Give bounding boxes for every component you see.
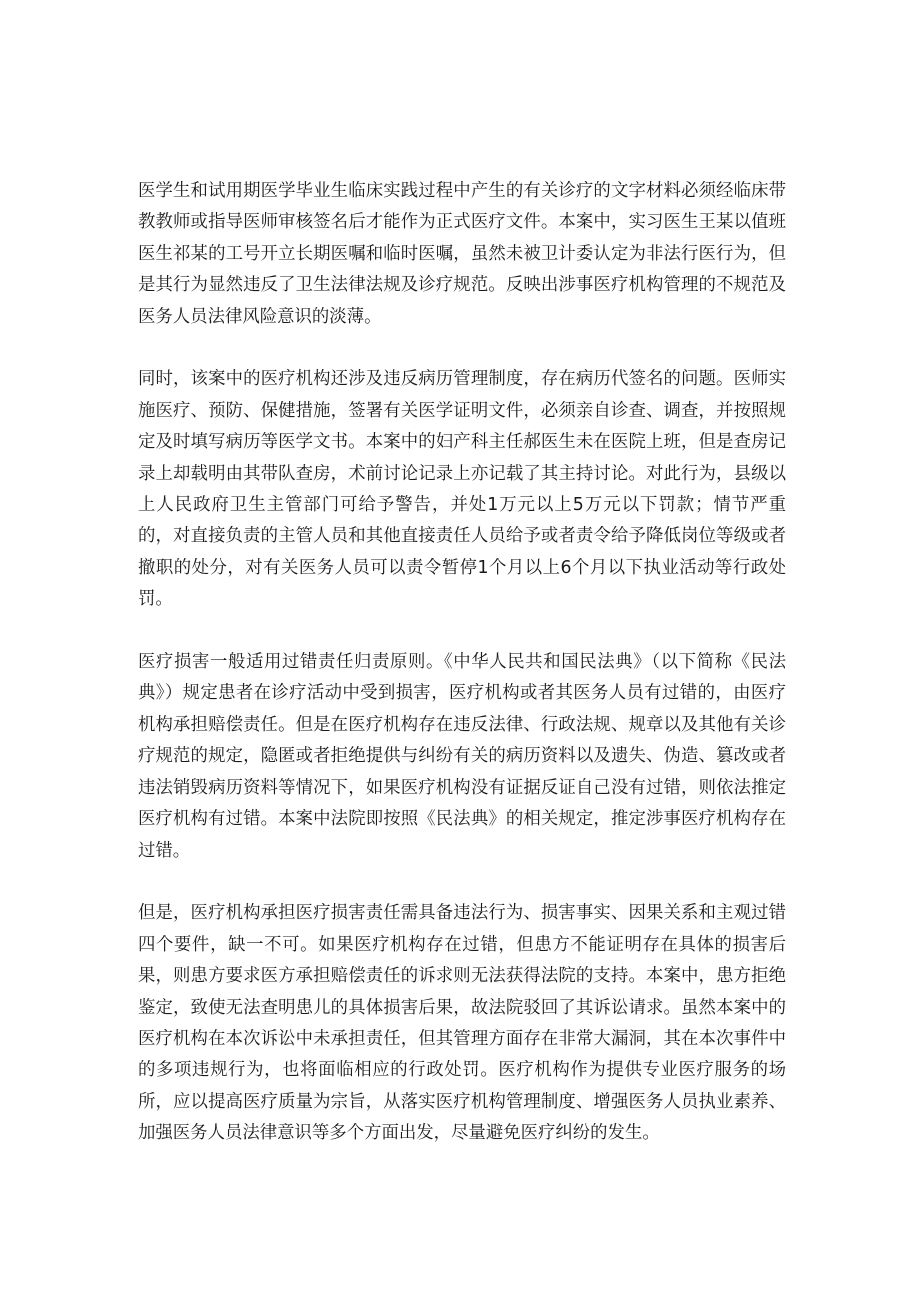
- paragraph-2: 同时，该案中的医疗机构还涉及违反病历管理制度，存在病历代签名的问题。医师实施医疗、预防、保健措施，签署有关医学证明文件，必须亲自诊查、调查，并按照规定及时填写病历等医学文书。本案中的妇产科主任郝医生未在医院上班，但是查房记录上却载明由其带队查房，术前讨论记录上亦记载了其主持讨论。对此行为，县级以上人民政府卫生主管部门可给予警告，并处1万元以上5万元以下罚款；情节严重的，对直接负责的主管人员和其他直接责任人员给予或者责令给予降低岗位等级或者撤职的处分，对有关医务人员可以责令暂停1个月以上6个月以下执业活动等行政处罚。: [138, 369, 786, 610]
- paragraph-3: 医疗损害一般适用过错责任归责原则。《中华人民共和国民法典》（以下简称《民法典》）规定患者在诊疗活动中受到损害，医疗机构或者其医务人员有过错的，由医疗机构承担赔偿责任。但是在医疗机构存在违反法律、行政法规、规章以及其他有关诊疗规范的规定，隐匿或者拒绝提供与纠纷有关的病历资料以及遗失、伪造、篡改或者违法销毁病历资料等情况下，如果医疗机构没有证据反证自己没有过错，则依法推定医疗机构有过错。本案中法院即按照《民法典》的相关规定，推定涉事医疗机构存在过错。: [138, 652, 786, 861]
- document-body: [138, 176, 786, 1150]
- paragraph-4: 但是，医疗机构承担医疗损害责任需具备违法行为、损害事实、因果关系和主观过错四个要件，缺一不可。如果医疗机构存在过错，但患方不能证明存在具体的损害后果，则患方要求医方承担赔偿责任的诉求则无法获得法院的支持。本案中，患方拒绝鉴定，致使无法查明患儿的具体损害后果，故法院驳回了其诉讼请求。虽然本案中的医疗机构在本次诉讼中未承担责任，但其管理方面存在非常大漏洞，其在本次事件中的多项违规行为，也将面临相应的行政处罚。医疗机构作为提供专业医疗服务的场所，应以提高医疗质量为宗旨，从落实医疗机构管理制度、增强医务人员执业素养、加强医务人员法律意识等多个方面出发，尽量避免医疗纠纷的发生。: [138, 903, 786, 1144]
- paragraph-1: 医学生和试用期医学毕业生临床实践过程中产生的有关诊疗的文字材料必须经临床带教教师或指导医师审核签名后才能作为正式医疗文件。本案中，实习医生王某以值班医生祁某的工号开立长期医嘱和临时医嘱，虽然未被卫计委认定为非法行医行为，但是其行为显然违反了卫生法律法规及诊疗规范。反映出涉事医疗机构管理的不规范及医务人员法律风险意识的淡薄。: [138, 181, 786, 327]
